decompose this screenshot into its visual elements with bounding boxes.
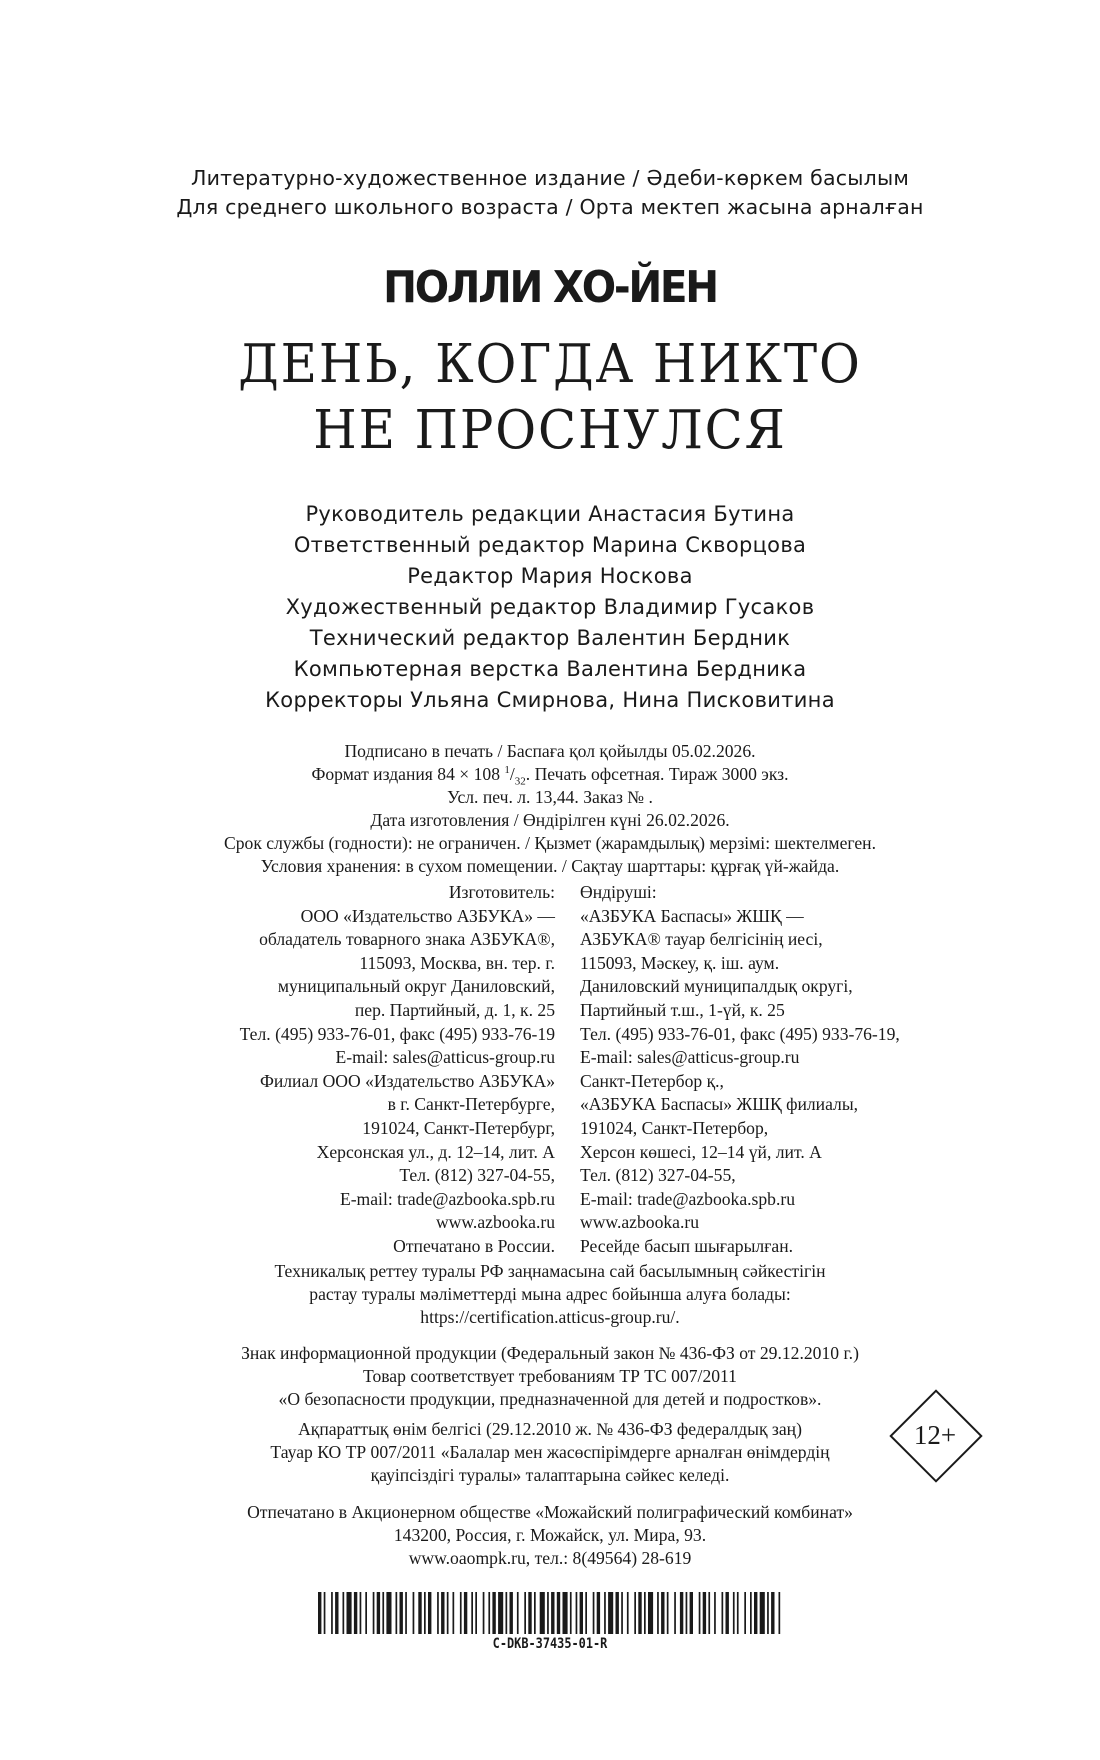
manufacturer-ru-line: ООО «Издательство АЗБУКА» — (300, 905, 555, 926)
barcode-bar (506, 1592, 508, 1634)
manufacturer-ru-line: Херсонская ул., д. 12–14, лит. А (316, 1141, 555, 1162)
barcode-bar (557, 1592, 560, 1634)
info-sign-kz-line-1: Ақпараттық өнім белгісі (29.12.2010 ж. № 436-ФЗ федералдық заң) (298, 1419, 802, 1439)
barcode-bar (703, 1592, 706, 1634)
barcode-bar (524, 1592, 526, 1634)
barcode-bar (453, 1592, 455, 1634)
manufacturer-ru-line: обладатель товарного знака АЗБУКА®, (259, 929, 555, 950)
barcode-bar (657, 1592, 659, 1634)
barcode-bar (534, 1592, 536, 1634)
manufacturer-ru-line: Изготовитель: (448, 882, 555, 902)
barcode-bar (365, 1592, 367, 1634)
barcode-bar (674, 1592, 676, 1634)
info-sign-line-1: Знак информационной продукции (Федеральный закон № 436-ФЗ от 29.12.2010 г.) (241, 1343, 859, 1363)
barcode-bar (714, 1592, 716, 1634)
age-rating-badge (890, 1390, 980, 1480)
manufacturer-ru-line: Отпечатано в России. (393, 1235, 555, 1256)
barcode-bar (750, 1592, 752, 1634)
barcode-bar (680, 1592, 683, 1634)
barcode-bar (722, 1592, 724, 1634)
barcode-bar (726, 1592, 729, 1634)
barcode-bar (540, 1592, 545, 1634)
storage-conditions: Условия хранения: в сухом помещении. / Сақтау шарттары: құрғақ үй-жайда. (260, 856, 840, 876)
barcode-bar (771, 1592, 774, 1634)
barcode-bar (570, 1592, 572, 1634)
barcode-bar (343, 1592, 345, 1634)
credit-proofreaders: Корректоры Ульяна Смирнова, Нина Писковитина (265, 688, 835, 712)
credit-responsible-editor: Ответственный редактор Марина Скворцова (293, 533, 807, 557)
barcode-bar (634, 1592, 636, 1634)
manufacturer-kz-line: Партийный т.ш., 1-үй, к. 25 (580, 999, 785, 1020)
genre-line-2: Для среднего школьного возраста / Орта мектеп жасына арналған (176, 195, 924, 219)
manufacturer-kz-line: E-mail: trade@azbooka.spb.ru (580, 1188, 796, 1209)
barcode-bar (400, 1592, 403, 1634)
barcode-bar (627, 1592, 629, 1634)
barcode-bar (593, 1592, 595, 1634)
manufacturer-kz-line: 191024, Санкт-Петербор, (580, 1117, 769, 1138)
manufacturer-ru-line: www.azbooka.ru (435, 1212, 555, 1233)
barcode-bar (616, 1592, 619, 1634)
info-sign-kz-line-2: Тауар КО ТР 007/2011 «Балалар мен жасөспірімдерге арналған өнімдердің (270, 1442, 830, 1462)
barcode-bar (621, 1592, 623, 1634)
manufacturer-ru-line: муниципальный округ Даниловский, (277, 976, 555, 997)
barcode-bar (667, 1592, 669, 1634)
barcode-bar (580, 1592, 583, 1634)
barcode-bar (597, 1592, 600, 1634)
manufacturer-kz-line: 115093, Мәскеу, қ. іш. аум. (580, 952, 780, 973)
barcode-bar (335, 1592, 338, 1634)
certification-link: https://certification.atticus-group.ru/. (420, 1307, 680, 1327)
barcode-bar (360, 1592, 362, 1634)
barcode-bar (386, 1592, 391, 1634)
barcode-text: C-DKB-37435-01-R (492, 1636, 608, 1652)
printer-line-2: 143200, Россия, г. Можайск, ул. Мира, 93. (393, 1525, 707, 1545)
barcode-bar (437, 1592, 439, 1634)
barcode-bar (608, 1592, 613, 1634)
barcode-bar (604, 1592, 606, 1634)
barcode-bar (708, 1592, 710, 1634)
barcode-bar (547, 1592, 549, 1634)
manufacturer-kz-line: Өндіруші: (580, 882, 657, 902)
manufacturer-kz-line: «АЗБУКА Баспасы» ЖШҚ — (580, 905, 804, 926)
barcode-bar (760, 1592, 765, 1634)
info-sign-kz-line-3: қауіпсіздігі туралы» талаптарына сәйкес келеді. (370, 1465, 730, 1485)
credit-art-editor: Художественный редактор Владимир Гусаков (285, 595, 815, 619)
manufacturer-ru-line: Тел. (812) 327-04-55, (399, 1165, 555, 1186)
barcode-graphic (318, 1592, 782, 1634)
certification-line-2: растау туралы мәліметтерді мына адрес бойынша алуға болады: (309, 1284, 791, 1304)
book-author: ПОЛЛИ ХО-ЙЕН (383, 262, 717, 313)
age-rating-text: 12+ (913, 1420, 957, 1450)
barcode-bar (382, 1592, 384, 1634)
barcode-bar (377, 1592, 380, 1634)
manufacturer-kz-line: Санкт-Петербор қ., (580, 1070, 724, 1091)
barcode-bar (413, 1592, 415, 1634)
barcode-bar (488, 1592, 490, 1634)
barcode-bar (767, 1592, 769, 1634)
manufacturer-ru-line: Филиал ООО «Издательство АЗБУКА» (259, 1070, 555, 1091)
barcode-bar (418, 1592, 421, 1634)
barcode-bar (471, 1592, 473, 1634)
barcode-bar (733, 1592, 735, 1634)
printer-line-1: Отпечатано в Акционерном обществе «Можайский полиграфический комбинат» (247, 1502, 853, 1522)
barcode-bar (644, 1592, 646, 1634)
barcode-bar (744, 1592, 746, 1634)
barcode-bar (510, 1592, 513, 1634)
signed-to-print: Подписано в печать / Баспаға қол қойылды 05.02.2026. (344, 741, 756, 761)
barcode-bar (331, 1592, 333, 1634)
barcode-bar (441, 1592, 444, 1634)
barcode-bar (396, 1592, 398, 1634)
manufacturer-kz-line: E-mail: sales@atticus-group.ru (580, 1047, 800, 1068)
manufacturer-ru-line: пер. Партийный, д. 1, к. 25 (354, 999, 555, 1020)
barcode-bar (737, 1592, 739, 1634)
barcode-bar (460, 1592, 462, 1634)
manufacturer-ru-column (160, 882, 555, 1260)
manufacturer-ru-line: E-mail: sales@atticus-group.ru (335, 1047, 555, 1068)
barcode-bar (648, 1592, 653, 1634)
info-sign-line-2: Товар соответствует требованиям ТР ТС 007/2011 (363, 1366, 737, 1386)
certification-line-1: Техникалық реттеу туралы РФ заңнамасына сай басылымның сәйкестігін (274, 1261, 826, 1281)
printer-line-3: www.oaompk.ru, тел.: 8(49564) 28-619 (408, 1548, 692, 1568)
genre-line-1: Литературно-художественное издание / Әдеби-көркем басылым (191, 166, 909, 190)
shelf-life: Срок службы (годности): не ограничен. / Қызмет (жарамдылық) мерзімі: шектелмеген. (224, 833, 876, 853)
barcode-bar (699, 1592, 701, 1634)
manufacturer-ru-line: E-mail: trade@azbooka.spb.ru (339, 1188, 555, 1209)
barcode-bar (492, 1592, 495, 1634)
manufacturer-ru-line: 115093, Москва, вн. тер. г. (359, 952, 555, 973)
manufacturer-ru-line: в г. Санкт-Петербурге, (387, 1094, 555, 1115)
barcode-bar (661, 1592, 664, 1634)
barcode-bar (347, 1592, 352, 1634)
barcode-bar (464, 1592, 467, 1634)
barcode-bar (638, 1592, 641, 1634)
book-title-line-2: НЕ ПРОСНУЛСЯ (313, 400, 787, 461)
barcode-bar (475, 1592, 477, 1634)
barcode-bar (528, 1592, 531, 1634)
manufacturer-kz-line: Ресейде басып шығарылған. (580, 1235, 794, 1256)
barcode-bar (424, 1592, 426, 1634)
barcode-bar (373, 1592, 375, 1634)
barcode-bar (551, 1592, 554, 1634)
book-title-line-1: ДЕНЬ, КОГДА НИКТО (238, 334, 862, 395)
edition-format: Формат издания 84 × 108 $^1/_{32}$. Печать офсетная. Тираж 3000 экз. (311, 764, 789, 788)
manufacturer-ru-line: Тел. (495) 933-76-01, факс (495) 933-76-19 (239, 1023, 555, 1044)
barcode-bar (498, 1592, 503, 1634)
barcode-bar (318, 1592, 321, 1634)
manufacturer-kz-line: АЗБУКА® тауар белгісінің иесі, (580, 929, 823, 950)
barcode-bar (754, 1592, 757, 1634)
production-date: Дата изготовления / Өндірілген күні 26.02.2026. (370, 810, 730, 830)
barcode-bar (354, 1592, 357, 1634)
manufacturer-kz-line: Тел. (495) 933-76-01, факс (495) 933-76-19, (580, 1023, 900, 1044)
credit-tech-editor: Технический редактор Валентин Бердник (309, 626, 791, 650)
manufacturer-kz-column (580, 882, 980, 1260)
manufacturer-kz-line: Тел. (812) 327-04-55, (580, 1165, 736, 1186)
manufacturer-kz-line: Херсон көшесі, 12–14 үй, лит. А (580, 1141, 822, 1162)
barcode-bar (690, 1592, 693, 1634)
manufacturer-kz-line: «АЗБУКА Баспасы» ЖШҚ филиалы, (580, 1094, 859, 1115)
manufacturer-kz-line: Даниловский муниципалдық округі, (580, 976, 853, 997)
barcode-bar (483, 1592, 485, 1634)
barcode-bar (585, 1592, 587, 1634)
barcode-bar (779, 1592, 781, 1634)
manufacturer-kz-line: www.azbooka.ru (580, 1212, 700, 1233)
credit-layout: Компьютерная верстка Валентина Бердника (293, 657, 807, 681)
barcode-bar (576, 1592, 578, 1634)
info-sign-line-3: «О безопасности продукции, предназначенной для детей и подростков». (278, 1389, 822, 1409)
barcode-bar (563, 1592, 568, 1634)
print-sheets-order: Усл. печ. л. 13,44. Заказ № . (447, 787, 653, 807)
barcode-bar (517, 1592, 519, 1634)
credit-head-editor: Руководитель редакции Анастасия Бутина (305, 502, 795, 526)
credit-editor: Редактор Мария Носкова (407, 564, 693, 588)
barcode-bar (686, 1592, 688, 1634)
barcode-bar (447, 1592, 449, 1634)
barcode-bar (324, 1592, 326, 1634)
barcode-bar (428, 1592, 431, 1634)
barcode-bar (405, 1592, 407, 1634)
manufacturer-ru-line: 191024, Санкт-Петербург, (362, 1117, 555, 1138)
